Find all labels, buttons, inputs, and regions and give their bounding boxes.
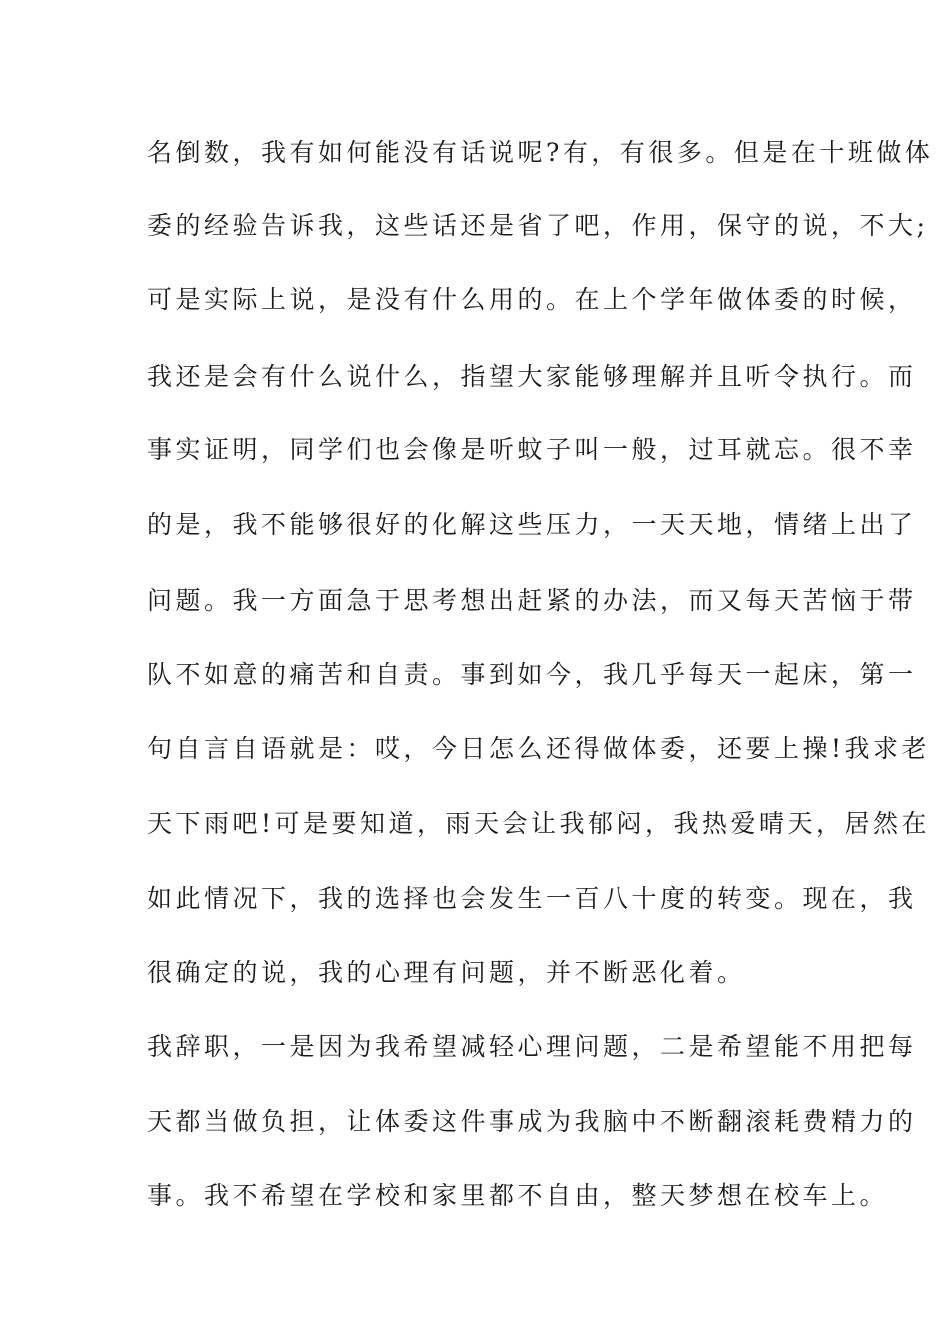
text-line: 委的经验告诉我，这些话还是省了吧，作用，保守的说，不大; [147,211,929,240]
text-line: 队不如意的痛苦和自责。事到如今，我几乎每天一起床，第一 [147,660,917,689]
text-line: 名倒数，我有如何能没有话说呢?有，有很多。但是在十班做体 [147,138,934,167]
text-line: 可是实际上说，是没有什么用的。在上个学年做体委的时候， [147,285,917,314]
text-line: 天都当做负担，让体委这件事成为我脑中不断翻滚耗费精力的 [147,1107,917,1136]
text-line: 很确定的说，我的心理有问题，并不断恶化着。 [147,958,746,987]
text-line: 的是，我不能够很好的化解这些压力，一天天地，情绪上出了 [147,510,917,539]
text-line: 句自言自语就是：哎，今日怎么还得做体委，还要上操!我求老 [147,734,931,763]
text-line: 我辞职，一是因为我希望减轻心理问题，二是希望能不用把每 [147,1032,917,1061]
text-line: 事。我不希望在学校和家里都不自由，整天梦想在校车上。 [147,1181,889,1210]
text-line: 我还是会有什么说什么，指望大家能够理解并且听令执行。而 [147,362,917,391]
text-line: 问题。我一方面急于思考想出赶紧的办法，而又每天苦恼于带 [147,586,917,615]
text-line: 事实证明，同学们也会像是听蚊子叫一般，过耳就忘。很不幸 [147,435,917,464]
text-line: 天下雨吧!可是要知道，雨天会让我郁闷，我热爱晴天，居然在 [147,809,931,838]
text-line: 如此情况下，我的选择也会发生一百八十度的转变。现在，我 [147,884,917,913]
